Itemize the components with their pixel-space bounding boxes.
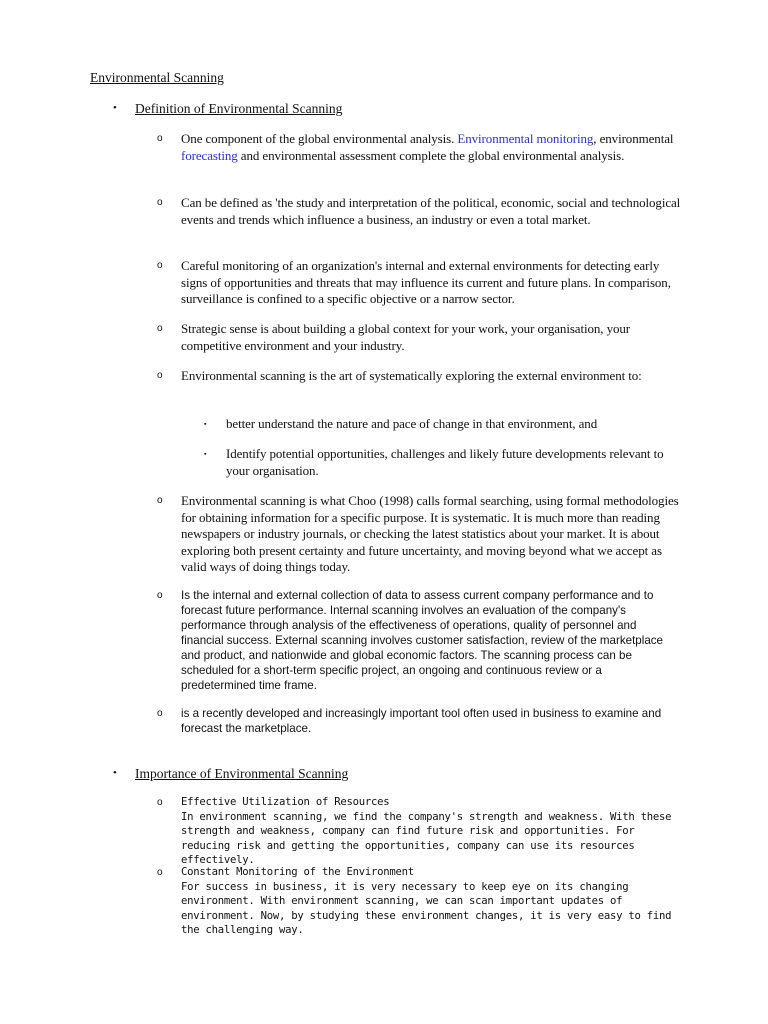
page-title: Environmental Scanning	[90, 70, 224, 85]
item-text: One component of the global environmental analysis.	[181, 131, 458, 146]
importance-item-body: In environment scanning, we find the company's strength and weakness. With these strength and weakness, company can find future risk and opportunities. For reducing risk and getting the opportunities, company can use its resources effectively.	[181, 810, 672, 866]
circle-marker: o	[157, 370, 163, 381]
list-item-importance-2	[181, 865, 681, 938]
circle-marker: o	[157, 133, 163, 144]
list-item-importance-1	[181, 795, 681, 868]
environmental-monitoring-link[interactable]: Environmental monitoring	[457, 131, 594, 146]
bullet-marker: •	[113, 767, 117, 779]
item-text: and environmental assessment complete the global environmental analysis.	[237, 147, 625, 163]
importance-item-body: For success in business, it is very necessary to keep eye on its changing environment. With environment scanning, we can scan important updates of environment. Now, by studying these environment changes, it is very easy to find the challenging way.	[181, 880, 672, 936]
square-marker: ▪	[204, 450, 207, 458]
circle-marker: o	[157, 590, 163, 601]
list-item-definition-5: Environmental scanning is the art of systematically exploring the external environment to:	[181, 368, 642, 383]
section-heading-importance: Importance of Environmental Scanning	[135, 766, 349, 781]
list-item-definition-1	[181, 131, 681, 164]
sub-item-2: Identify potential opportunities, challenges and likely future developments relevant to your organisation.	[226, 446, 664, 478]
list-item-definition-6: Environmental scanning is what Choo (1998) calls formal searching, using formal methodologies for obtaining information for a specific purpose. It is systematic. It is much more than reading newspapers or industry journals, or checking the latest statistics about your market. It is about exploring both present certainty and future uncertainty, and moving beyond what we accept as valid ways of doing things today.	[181, 493, 679, 574]
circle-marker: o	[157, 323, 163, 334]
sub-item-1: better understand the nature and pace of change in that environment, and	[226, 416, 598, 431]
circle-marker: o	[157, 260, 163, 271]
forecasting-link[interactable]: forecasting	[181, 147, 238, 163]
circle-marker: o	[157, 197, 163, 208]
circle-marker: o	[157, 708, 163, 719]
list-item-definition-7: Is the internal and external collection of data to assess current company performance and to forecast future performance. Internal scanning involves an evaluation of the company's performance through analysis of the effectiveness of operations, quality of personnel and financial success. External scanning involves customer satisfaction, review of the marketplace and product, and nationwide and global economic factors. The scanning process can be scheduled for a short-term specific project, an ongoing and continuous review or a predetermined time frame.	[181, 589, 664, 692]
list-item-definition-4: Strategic sense is about building a global context for your work, your organisation, your competitive environment and your industry.	[181, 321, 631, 353]
bullet-marker: •	[113, 102, 117, 114]
circle-marker: o	[157, 797, 163, 808]
list-item-definition-3: Careful monitoring of an organization's internal and external environments for detecting early signs of opportunities and threats that may influence its current and future plans. In comparison, surveillance is confined to a specific objective or a narrow sector.	[181, 258, 671, 306]
importance-item-heading: Effective Utilization of Resources	[181, 796, 390, 808]
section-heading-definition: Definition of Environmental Scanning	[135, 101, 343, 116]
importance-item-heading: Constant Monitoring of the Environment	[181, 866, 414, 878]
circle-marker: o	[157, 495, 163, 506]
item-text: , environmental	[593, 131, 674, 146]
list-item-definition-2: Can be defined as 'the study and interpretation of the political, economic, social and technological events and trends which influence a business, an industry or even a total market.	[181, 195, 681, 227]
square-marker: ▪	[204, 420, 207, 428]
circle-marker: o	[157, 867, 163, 878]
list-item-definition-8: is a recently developed and increasingly important tool often used in business to examine and forecast the marketplace.	[181, 707, 662, 735]
